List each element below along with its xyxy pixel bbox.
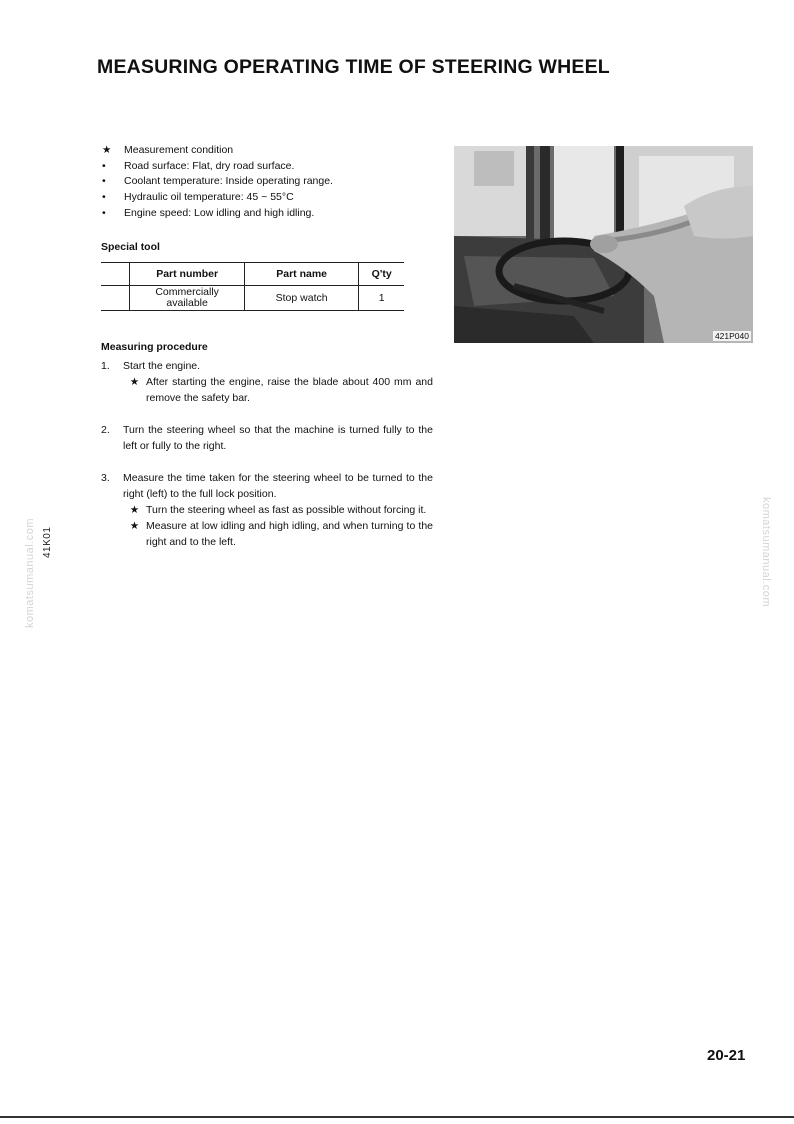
condition-text: Coolant temperature: Inside operating range. xyxy=(124,175,333,188)
table-header-row xyxy=(101,263,404,286)
procedure-step xyxy=(101,470,433,550)
condition-item xyxy=(100,190,400,206)
bullet-icon: • xyxy=(102,191,106,204)
note-text: Turn the steering wheel as fast as possible without forcing it. xyxy=(146,504,427,516)
bullet-icon: • xyxy=(102,206,106,219)
condition-text: Road surface: Flat, dry road surface. xyxy=(124,159,295,172)
step-text: Measure the time taken for the steering wheel to be turned to the right (left) to the full lock position. xyxy=(123,472,433,500)
step-note xyxy=(123,374,433,406)
procedure-list xyxy=(101,358,433,566)
procedure-step xyxy=(101,422,433,454)
step-text: Turn the steering wheel so that the machine is turned fully to the left or fully to the right. xyxy=(123,424,433,452)
page-number: 20-21 xyxy=(707,1047,746,1064)
star-icon: ★ xyxy=(129,376,140,388)
header-qty: Q'ty xyxy=(359,263,404,286)
photo-operator-steering-icon xyxy=(454,146,753,343)
cell-qty: 1 xyxy=(359,286,404,311)
step-note xyxy=(123,518,433,550)
step-number: 3. xyxy=(101,472,110,484)
measurement-conditions xyxy=(100,143,400,222)
cell-part-name: Stop watch xyxy=(244,286,359,311)
note-text: After starting the engine, raise the blade about 400 mm and remove the safety bar. xyxy=(146,376,433,404)
header-symbol xyxy=(101,263,130,286)
condition-text: Engine speed: Low idling and high idling. xyxy=(124,206,315,219)
cell-part-number: Commercially available xyxy=(130,286,245,311)
condition-text: Measurement condition xyxy=(124,144,234,156)
condition-item xyxy=(100,159,400,175)
condition-item xyxy=(100,174,400,190)
watermark-left: komatsumanual.com xyxy=(24,518,36,628)
side-code: 41K01 xyxy=(42,526,53,558)
bullet-icon: • xyxy=(102,159,106,172)
special-tool-table xyxy=(101,262,404,311)
table-row xyxy=(101,286,404,311)
condition-item xyxy=(100,206,400,222)
footer-rule xyxy=(0,1116,794,1118)
operator-steering-photo xyxy=(454,146,753,343)
step-note xyxy=(123,502,433,518)
condition-text: Hydraulic oil temperature: 45 ~ 55°C xyxy=(124,191,294,204)
procedure-step xyxy=(101,358,433,406)
step-text: Start the engine. xyxy=(123,360,201,372)
cell-symbol xyxy=(101,286,130,311)
photo-code: 421P040 xyxy=(714,331,749,341)
step-number: 1. xyxy=(101,360,110,372)
star-icon: ★ xyxy=(102,144,112,156)
bullet-icon: • xyxy=(102,175,106,188)
header-part-number: Part number xyxy=(130,263,245,286)
condition-item xyxy=(100,143,400,159)
note-text: Measure at low idling and high idling, and when turning to the right and to the left. xyxy=(146,520,433,548)
special-tool-heading: Special tool xyxy=(101,241,160,253)
page-title: MEASURING OPERATING TIME OF STEERING WHEEL xyxy=(97,56,610,78)
watermark-right: komatsumanual.com xyxy=(760,497,772,607)
star-icon: ★ xyxy=(129,520,140,532)
header-part-name: Part name xyxy=(244,263,359,286)
step-number: 2. xyxy=(101,424,110,436)
procedure-heading: Measuring procedure xyxy=(101,341,208,353)
star-icon: ★ xyxy=(129,504,140,516)
